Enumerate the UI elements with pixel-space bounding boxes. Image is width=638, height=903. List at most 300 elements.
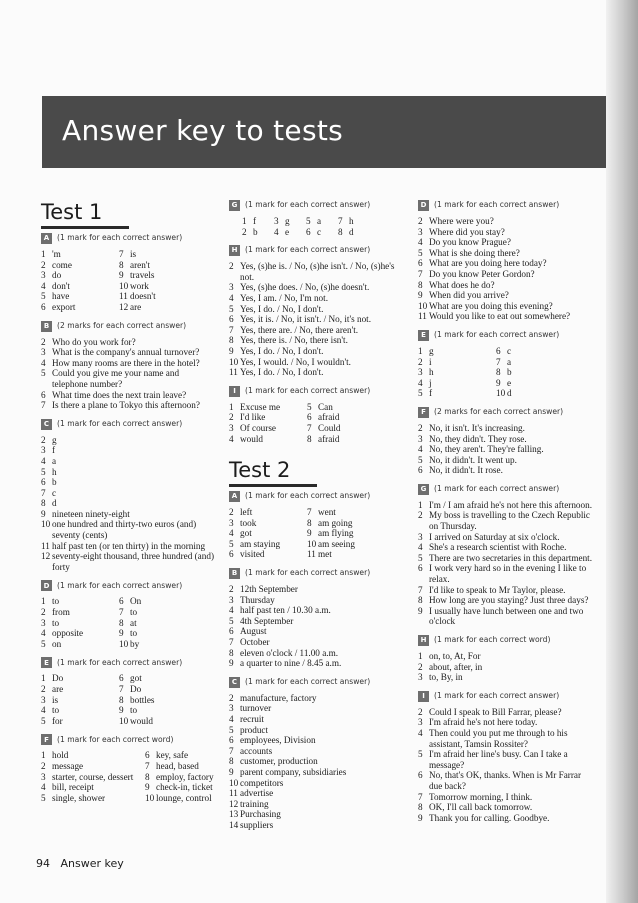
item-text: Yes, I do. / No, I don't. [240, 303, 324, 314]
item-number: 3 [229, 703, 234, 714]
answer-item [119, 618, 215, 629]
item-text: f [253, 216, 257, 226]
item-number: 2 [41, 336, 46, 347]
item-text: b [52, 477, 57, 488]
item-number: 5 [306, 216, 311, 226]
item-text: doesn't [130, 291, 156, 302]
answer-item [229, 725, 403, 736]
answer-item [41, 673, 119, 684]
item-number: 3 [274, 216, 279, 226]
answer-item [41, 260, 119, 271]
item-text: Yes, (s)he is. / No, (s)he isn't. / No, (s)he's not. [240, 261, 395, 282]
answer-grid [242, 216, 403, 237]
answer-item [307, 412, 403, 423]
item-number: 3 [418, 367, 423, 378]
item-text: When did you arrive? [429, 290, 509, 301]
answer-item [418, 728, 596, 749]
item-number: 7 [41, 400, 46, 411]
item-text: come [52, 259, 72, 270]
section-instruction: (1 mark for each correct answer) [57, 657, 183, 667]
section-header [229, 245, 403, 256]
item-number: 6 [418, 465, 423, 476]
item-number: 6 [307, 412, 312, 423]
item-text: nineteen ninety-eight [52, 508, 130, 519]
answer-item [41, 782, 145, 793]
answer-section [418, 330, 596, 399]
answer-item [307, 423, 403, 434]
answer-section [229, 491, 403, 560]
item-text: got [130, 673, 142, 684]
item-number: 5 [41, 638, 46, 649]
item-text: f [52, 445, 56, 456]
answer-item [41, 467, 215, 478]
answer-item [496, 367, 596, 378]
answer-item [119, 639, 215, 650]
section-header [229, 386, 403, 397]
item-number: 13 [229, 809, 239, 820]
answer-item [119, 705, 215, 716]
answer-item [41, 761, 145, 772]
item-text: have [52, 291, 70, 302]
item-text: c [317, 226, 322, 237]
item-number: 1 [418, 651, 423, 661]
item-text: On [130, 596, 142, 607]
answer-item [229, 809, 403, 820]
section-letter-badge: D [418, 200, 429, 211]
item-text: h [349, 216, 354, 226]
item-text: Yes, I do. / No, I don't. [240, 367, 324, 378]
answer-item [418, 444, 596, 455]
item-number: 8 [307, 517, 312, 528]
item-number: 7 [496, 356, 501, 367]
answer-item [307, 507, 403, 518]
item-number: 4 [418, 542, 423, 553]
answer-item [41, 793, 145, 804]
answer-section [229, 245, 403, 378]
item-text: Could I speak to Bill Farrar, please? [429, 706, 562, 717]
item-number: 9 [496, 377, 501, 388]
item-text: b [253, 226, 258, 237]
item-text: a [507, 356, 512, 367]
section-letter-badge: G [229, 200, 240, 211]
answer-item [119, 281, 215, 292]
item-text: Yes, there are. / No, there aren't. [240, 324, 359, 335]
item-text: do [52, 270, 62, 281]
item-text: Thank you for calling. Goodbye. [429, 812, 550, 823]
item-text: is [130, 249, 137, 259]
answer-section [229, 200, 403, 237]
answer-grid [41, 249, 215, 313]
item-number: 11 [119, 291, 128, 302]
item-number: 6 [496, 345, 501, 356]
answer-item [119, 628, 215, 639]
answer-item [229, 648, 403, 659]
item-text: would [130, 715, 153, 726]
section-letter-badge: D [41, 580, 52, 591]
section-header [41, 580, 215, 591]
section-header [418, 691, 596, 702]
item-number: 6 [119, 673, 124, 684]
item-text: customer, production [240, 756, 318, 767]
section-header [229, 200, 403, 211]
section-letter-badge: H [229, 245, 240, 256]
item-number: 9 [229, 658, 234, 669]
answer-section [418, 691, 596, 824]
answer-item [41, 337, 215, 348]
answer-item [229, 539, 307, 550]
answer-grid [41, 596, 215, 649]
item-number: 6 [418, 258, 423, 269]
answer-item [418, 311, 596, 322]
item-text: head, based [156, 760, 199, 771]
answer-item [119, 695, 215, 706]
item-number: 3 [418, 531, 423, 542]
item-text: How long are you staying? Just three days? [429, 595, 589, 606]
answer-item [229, 703, 403, 714]
section-letter-badge: H [418, 635, 429, 646]
item-number: 2 [41, 434, 46, 445]
answer-section [41, 321, 215, 411]
item-number: 6 [418, 770, 423, 781]
answer-item [307, 549, 403, 560]
item-text: to [130, 607, 138, 618]
item-text: No, it didn't. It rose. [429, 465, 503, 476]
item-number: 10 [307, 538, 317, 549]
item-number: 4 [229, 433, 234, 444]
answer-item [41, 358, 215, 369]
item-text: c [52, 487, 57, 498]
answer-section [418, 484, 596, 627]
answer-item [496, 357, 596, 368]
item-number: 7 [338, 216, 343, 226]
answer-item [418, 813, 596, 824]
item-text: Could you give me your name and telephone number? [52, 368, 180, 389]
answer-item [418, 367, 496, 378]
column-1 [41, 200, 215, 803]
answer-section [418, 200, 596, 322]
item-text: at [130, 617, 137, 628]
item-number: 8 [119, 617, 124, 628]
item-number: 4 [418, 444, 423, 455]
item-text: hold [52, 750, 69, 761]
item-text: 4th September [240, 615, 294, 626]
item-text: I work very hard so in the evening I like to relax. [429, 563, 587, 585]
item-text: am staying [240, 538, 281, 549]
item-text: to [130, 705, 138, 716]
answer-item [229, 412, 307, 423]
section-instruction: (1 mark for each correct answer) [245, 245, 371, 255]
item-number: 2 [418, 356, 423, 367]
item-text: manufacture, factory [240, 692, 317, 703]
answer-item [418, 258, 596, 269]
item-number: 6 [229, 735, 234, 746]
answer-item [145, 793, 215, 804]
item-number: 2 [41, 684, 46, 694]
item-number: 9 [119, 705, 124, 716]
section-header [418, 407, 596, 418]
answer-item [307, 528, 403, 539]
item-text: by [130, 638, 140, 649]
item-number: 5 [229, 538, 234, 549]
item-text: met [318, 549, 332, 560]
answer-item [229, 799, 403, 810]
item-text: e [285, 226, 290, 237]
answer-item [229, 402, 307, 413]
answer-item [41, 488, 215, 499]
section-instruction: (1 mark for each correct answer) [245, 491, 371, 501]
item-text: c [507, 345, 512, 356]
section-letter-badge: F [418, 407, 429, 418]
item-number: 3 [41, 347, 46, 358]
item-text: turnover [240, 703, 272, 714]
answer-item [418, 301, 596, 312]
item-text: to [52, 705, 60, 716]
item-number: 12 [41, 551, 51, 562]
item-number: 11 [307, 549, 316, 560]
item-number: 3 [229, 517, 234, 528]
item-text: about, after, in [429, 661, 483, 672]
section-letter-badge: B [41, 321, 52, 332]
section-letter-badge: C [41, 419, 52, 430]
item-text: Tomorrow morning, I think. [429, 791, 533, 802]
answer-item [418, 378, 496, 389]
item-text: 'm [52, 249, 61, 259]
item-text: Thursday [240, 594, 275, 605]
test-1-heading: Test 1 [41, 200, 215, 229]
item-number: 3 [41, 617, 46, 628]
item-number: 1 [41, 596, 46, 607]
answer-item [229, 293, 403, 304]
item-text: 12th September [240, 584, 298, 595]
item-text: opposite [52, 628, 84, 639]
item-text: a quarter to nine / 8.45 a.m. [240, 658, 342, 669]
item-text: parent company, subsidiaries [240, 766, 347, 777]
answer-item [229, 788, 403, 799]
item-number: 7 [119, 684, 124, 694]
item-number: 4 [229, 714, 234, 724]
item-number: 8 [229, 647, 234, 658]
item-number: 7 [119, 249, 124, 259]
answer-item [229, 820, 403, 831]
item-number: 3 [41, 445, 46, 456]
item-text: to [52, 596, 60, 607]
item-number: 6 [119, 596, 124, 607]
item-number: 7 [307, 422, 312, 433]
item-text: product [240, 724, 269, 735]
item-text: I'm afraid he's not here today. [429, 717, 538, 728]
item-number: 10 [41, 519, 51, 530]
item-number: 10 [119, 638, 129, 649]
item-text: Of course [240, 422, 276, 433]
answer-item [418, 510, 596, 531]
footer-label: Answer key [60, 857, 124, 870]
section-header [41, 233, 215, 244]
answer-item [41, 618, 119, 629]
answer-item [145, 761, 215, 772]
answer-item [41, 390, 215, 401]
answer-item [229, 434, 307, 445]
item-text: Do [52, 673, 64, 684]
section-instruction: (1 mark for each correct answer) [434, 330, 560, 340]
item-text: Can [318, 401, 333, 412]
item-text: starter, course, dessert [52, 771, 134, 782]
item-text: single, shower [52, 792, 106, 803]
item-number: 1 [41, 750, 46, 761]
section-instruction: (1 mark for each correct answer) [245, 568, 371, 578]
item-text: What are you doing this evening? [429, 300, 553, 311]
answer-item [41, 281, 119, 292]
item-number: 8 [418, 802, 423, 813]
answer-item [418, 500, 596, 511]
answer-item [41, 551, 215, 572]
item-text: No, they aren't. They're falling. [429, 444, 544, 455]
section-header [418, 330, 596, 341]
section-letter-badge: A [229, 491, 240, 502]
item-text: October [240, 637, 270, 648]
item-text: What is the company's annual turnover? [52, 347, 200, 358]
item-text: work [130, 280, 149, 291]
item-text: i [429, 356, 432, 367]
section-header [41, 419, 215, 430]
item-text: recruit [240, 714, 264, 724]
answer-item [119, 596, 215, 607]
item-text: I'd like to speak to Mr Taylor, please. [429, 584, 566, 595]
item-text: Where did you stay? [429, 226, 505, 237]
answer-item [41, 684, 119, 695]
answer-section [41, 657, 215, 726]
item-number: 7 [418, 268, 423, 279]
item-number: 1 [41, 673, 46, 684]
item-text: I'm / I am afraid he's not here this afternoon. [429, 499, 593, 510]
item-text: Do you know Peter Gordon? [429, 268, 535, 279]
section-header [41, 657, 215, 668]
section-letter-badge: A [41, 233, 52, 244]
item-number: 6 [229, 549, 234, 560]
item-text: are [52, 684, 64, 694]
answer-item [274, 227, 306, 238]
item-number: 5 [418, 749, 423, 760]
item-text: h [52, 466, 57, 477]
answer-item [229, 714, 403, 725]
item-text: No, it didn't. It went up. [429, 454, 517, 465]
answer-item [41, 302, 119, 313]
item-text: left [240, 507, 253, 518]
answer-section [41, 233, 215, 313]
item-number: 10 [496, 388, 506, 399]
answer-item [418, 802, 596, 813]
answer-item [418, 465, 596, 476]
answer-grid [229, 402, 403, 444]
answer-item [418, 290, 596, 301]
item-text: message [52, 760, 84, 771]
item-text: travels [130, 270, 155, 281]
item-text: bill, receipt [52, 782, 94, 793]
item-text: Yes, I am. / No, I'm not. [240, 292, 329, 303]
item-text: g [285, 216, 290, 226]
item-number: 8 [41, 498, 46, 509]
answer-item [418, 357, 496, 368]
answer-item [119, 291, 215, 302]
answer-item [229, 595, 403, 606]
item-number: 4 [418, 377, 423, 388]
answer-item [229, 282, 403, 293]
answer-item [229, 549, 307, 560]
item-text: aren't [130, 259, 151, 270]
answer-item [41, 445, 215, 456]
item-number: 5 [418, 454, 423, 465]
item-number: 4 [41, 357, 46, 368]
item-number: 2 [418, 216, 423, 226]
section-instruction: (1 mark for each correct answer) [434, 484, 560, 494]
item-number: 6 [41, 389, 46, 400]
item-number: 8 [418, 595, 423, 606]
item-text: She's a research scientist with Roche. [429, 542, 567, 553]
item-number: 10 [119, 715, 129, 726]
item-number: 4 [41, 782, 46, 793]
item-text: took [240, 517, 257, 528]
section-header [229, 677, 403, 688]
answer-item [229, 423, 307, 434]
section-instruction: (1 mark for each correct answer) [434, 690, 560, 700]
answer-item [418, 269, 596, 280]
answer-item [145, 782, 215, 793]
answer-item [418, 707, 596, 718]
section-instruction: (1 mark for each correct answer) [57, 418, 183, 428]
item-text: export [52, 301, 76, 312]
answer-item [418, 280, 596, 291]
item-text: Do you know Prague? [429, 237, 511, 248]
section-instruction: (2 marks for each correct answer) [434, 407, 564, 417]
section-letter-badge: B [229, 568, 240, 579]
item-text: OK, I'll call back tomorrow. [429, 802, 533, 813]
item-text: I'd like [240, 412, 266, 423]
answer-item [229, 346, 403, 357]
item-text: afraid [318, 412, 340, 423]
answer-item [41, 477, 215, 488]
answer-item [41, 639, 119, 650]
answer-item [119, 270, 215, 281]
item-text: Who do you work for? [52, 336, 136, 347]
answer-item [229, 778, 403, 789]
answer-item [418, 237, 596, 248]
item-text: got [240, 528, 252, 539]
answer-item [418, 651, 596, 662]
item-number: 9 [229, 766, 234, 777]
item-number: 7 [229, 637, 234, 648]
answer-item [41, 400, 215, 411]
item-number: 3 [41, 694, 46, 705]
item-number: 8 [307, 433, 312, 444]
item-text: I arrived on Saturday at six o'clock. [429, 531, 560, 542]
item-text: g [52, 434, 57, 445]
answer-grid [418, 346, 596, 399]
item-number: 7 [229, 745, 234, 756]
item-number: 9 [119, 270, 124, 281]
item-text: am seeing [318, 538, 355, 549]
item-number: 10 [418, 300, 428, 311]
section-header [229, 568, 403, 579]
item-text: eleven o'clock / 11.00 a.m. [240, 647, 339, 658]
answer-item [119, 607, 215, 618]
item-number: 9 [119, 628, 124, 639]
answer-item [41, 435, 215, 446]
item-number: 1 [418, 499, 423, 510]
item-number: 4 [41, 628, 46, 639]
item-number: 2 [229, 261, 234, 272]
item-number: 11 [418, 311, 427, 322]
item-text: I'm afraid her line's busy. Can I take a message? [429, 749, 568, 770]
item-text: on [52, 638, 62, 649]
